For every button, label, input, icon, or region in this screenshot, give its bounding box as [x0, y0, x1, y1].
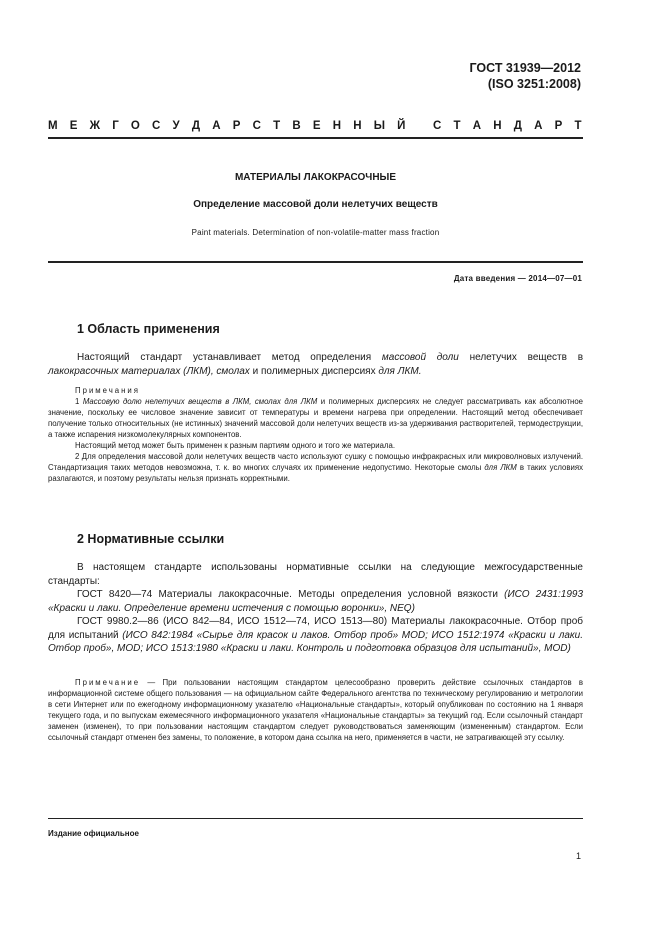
standard-type-letter: Н: [332, 120, 342, 132]
gost-designation: [469, 60, 581, 92]
standard-type-letter: [418, 120, 422, 132]
standard-type-letter: Ы: [373, 120, 386, 132]
section-2-heading: 2 Нормативные ссылки: [77, 532, 225, 546]
note-1-continued: Настоящий метод может быть применен к разным партиям одного и того же материала.: [75, 441, 395, 450]
notes-label: Примечания: [75, 386, 141, 395]
standard-type-letter: Е: [69, 120, 78, 132]
document-title: МАТЕРИАЛЫ ЛАКОКРАСОЧНЫЕ: [234, 172, 397, 183]
standard-type-letter: А: [534, 120, 543, 132]
page-number: 1: [575, 851, 581, 861]
note-1: 1 Массовую долю нелетучих веществ в ЛКМ, смолах для ЛКМ и полимерных дисперсиях не следует рассматривать как абсолютное значение, поскольку ее числовое значение зависит от температуры и времени нагрева при определении. Настоящий метод обеспечивает получение только относительных (не истинных) значений массовой доли нелетучих веществ из-за удерживания растворителей, термодеструкции, а также испарения низкомолекулярных компонентов.: [48, 397, 584, 439]
section-1-heading: 1 Область применения: [77, 322, 220, 336]
standard-type-letter: Р: [232, 120, 241, 132]
note-label: Примечание: [75, 678, 141, 687]
standard-type-letter: Н: [493, 120, 502, 132]
standard-type-letter: А: [472, 120, 482, 132]
standard-type-letter: Т: [273, 120, 281, 132]
standard-type-letter: Ж: [89, 120, 101, 132]
standard-type-letter: Д: [513, 120, 523, 132]
section-1-paragraph: Настоящий стандарт устанавливает метод определения массовой доли нелетучих веществ в лакокрасочных материалах (ЛКМ), смолах и полимерных дисперсиях для ЛКМ.: [48, 352, 584, 377]
standard-type-letter: Т: [453, 120, 461, 132]
document-subtitle: Определение массовой доли нелетучих веществ: [193, 199, 438, 210]
standard-type-letter: Д: [191, 120, 201, 132]
standard-type-letter: М: [48, 120, 58, 132]
footer-rule: [48, 818, 583, 819]
section-1-notes: [48, 385, 583, 484]
title-rule: [48, 261, 583, 263]
standard-type-letter: С: [433, 120, 442, 132]
standard-type-letter: В: [292, 120, 302, 132]
section-2-body: [48, 561, 583, 656]
english-title: Paint materials. Determination of non-volatile-matter mass fraction: [191, 228, 440, 237]
standard-type-letter: У: [172, 120, 181, 132]
gost-number: ГОСТ 31939—2012: [469, 61, 581, 75]
standard-type-letter: С: [152, 120, 161, 132]
standard-type-heading: [48, 120, 582, 132]
section-2-intro: В настоящем стандарте использованы нормативные ссылки на следующие межгосударственные стандарты:: [48, 562, 583, 587]
edition-label: Издание официальное: [48, 829, 139, 838]
standard-type-letter: Р: [554, 120, 563, 132]
standard-type-letter: Т: [574, 120, 582, 132]
standard-type-letter: Н: [353, 120, 362, 132]
note-2: 2 Для определения массовой доли нелетучих веществ часто используют сушку с помощью инфракрасных или микроволновых излучений. Стандартизация таких методов невозможна, т. к. во многих случаях их применение недопустимо. Некоторые смолы для ЛКМ в таких условиях разлагаются, и поэтому результаты нельзя признать корректными.: [48, 452, 583, 483]
standard-type-letter: А: [212, 120, 221, 132]
standard-type-letter: Е: [312, 120, 321, 132]
standard-type-letter: С: [252, 120, 262, 132]
iso-reference: (ISO 3251:2008): [487, 77, 581, 91]
section-2-note: Примечание — При пользовании настоящим стандартом целесообразно проверить действие ссылочных стандартов в информационной системе общего пользования — на официальном сайте Федерального агентства по техническому регулированию и метрологии в сети Интернет или по ежегодному информационному указателю «Национальные стандарты», который опубликован по состоянию на 1 января текущего года, и по выпускам ежемесячного информационного указателя «Национальные стандарты» за текущий год. Если ссылочный стандарт заменен (изменен), то при пользовании настоящим стандартом следует руководствоваться заменяющим (измененным) стандартом. Если ссылочный стандарт отменен без замены, то положение, в котором дана ссылка на него, применяется в части, не затрагивающей эту ссылку.: [48, 678, 583, 742]
reference-gost-8420: ГОСТ 8420—74 Материалы лакокрасочные. Методы определения условной вязкости (ИСО 2431:1993 «Краски и лаки. Определение времени истечения с помощью воронки», NEQ): [48, 589, 584, 614]
introduction-date: Дата введения — 2014—07—01: [453, 274, 582, 283]
header-rule: [48, 137, 583, 139]
standard-type-letter: Г: [112, 120, 120, 132]
standard-type-letter: Й: [397, 120, 406, 132]
standard-type-letter: О: [130, 120, 141, 132]
reference-gost-9980: ГОСТ 9980.2—86 (ИСО 842—84, ИСО 1512—74, ИСО 1513—80) Материалы лакокрасочные. Отбор проб для испытаний (ИСО 842:1984 «Сырье для красок и лаков. Отбор проб» MOD; ИСО 1512:1974 «Краски и лаки. Отбор проб», MOD; ИСО 1513:1980 «Краски и лаки. Контроль и подготовка образцов для испытаний», MOD): [48, 616, 583, 654]
